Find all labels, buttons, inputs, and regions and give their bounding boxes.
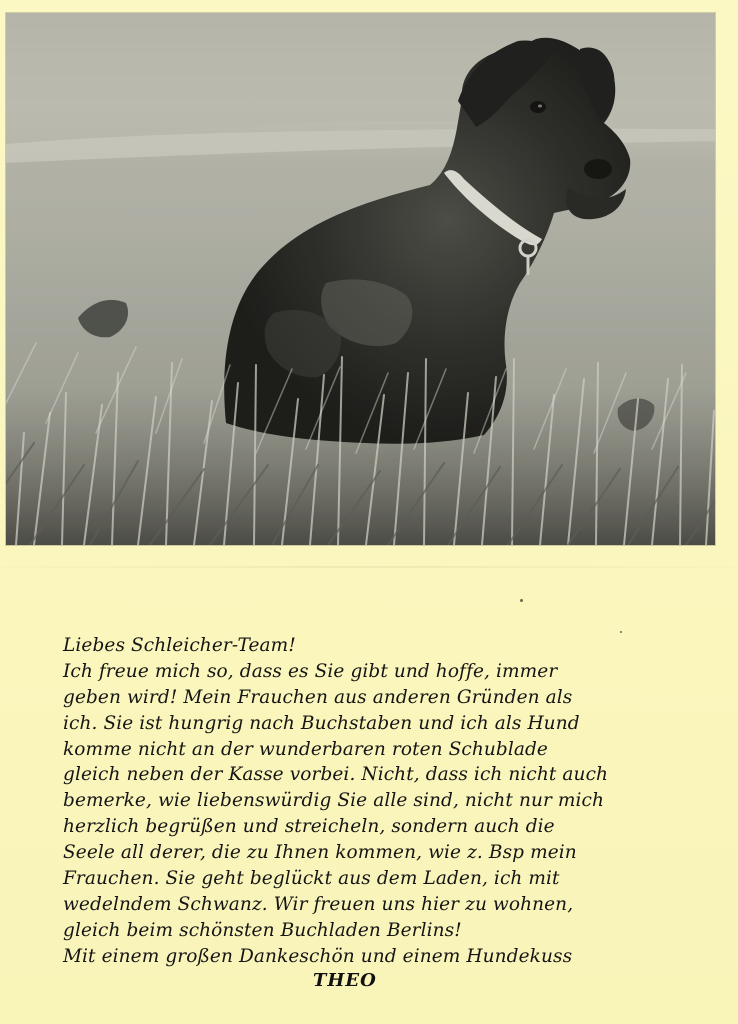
letter-line-8: herzlich begrüßen und streicheln, sondern auch die bbox=[63, 816, 555, 838]
letter-line-11: wedelndem Schwanz. Wir freuen uns hier zu wohnen, bbox=[63, 893, 574, 915]
paper-speck bbox=[520, 599, 523, 602]
dog-photo bbox=[6, 13, 715, 545]
terrier-dog-photo-icon bbox=[6, 13, 715, 545]
letter-line-10: Frauchen. Sie geht beglückt aus dem Laden, ich mit bbox=[63, 868, 560, 890]
signature: THEO bbox=[313, 970, 377, 991]
letter-line-6: gleich neben der Kasse vorbei. Nicht, dass ich nicht auch bbox=[63, 764, 609, 786]
letter-line-13: Mit einem großen Dankeschön und einem Hundekuss bbox=[63, 945, 573, 967]
letter-line-1: Liebes Schleicher-Team! bbox=[63, 635, 296, 656]
letter-line-9: Seele all derer, die zu Ihnen kommen, wie z. Bsp mein bbox=[63, 842, 577, 864]
letter-line-2: Ich freue mich so, dass es Sie gibt und hoffe, immer bbox=[63, 660, 558, 682]
card-fold-line bbox=[0, 566, 738, 568]
letter-line-4: ich. Sie ist hungrig nach Buchstaben und ich als Hund bbox=[63, 712, 580, 734]
letter-line-12: gleich beim schönsten Buchladen Berlins! bbox=[63, 919, 462, 941]
letter-line-7: bemerke, wie liebenswürdig Sie alle sind, nicht nur mich bbox=[63, 790, 605, 812]
letter-line-5: komme nicht an der wunderbaren roten Schublade bbox=[63, 738, 548, 760]
letter-line-3: geben wird! Mein Frauchen aus anderen Gründen als bbox=[63, 686, 573, 708]
handwritten-letter bbox=[63, 633, 683, 970]
